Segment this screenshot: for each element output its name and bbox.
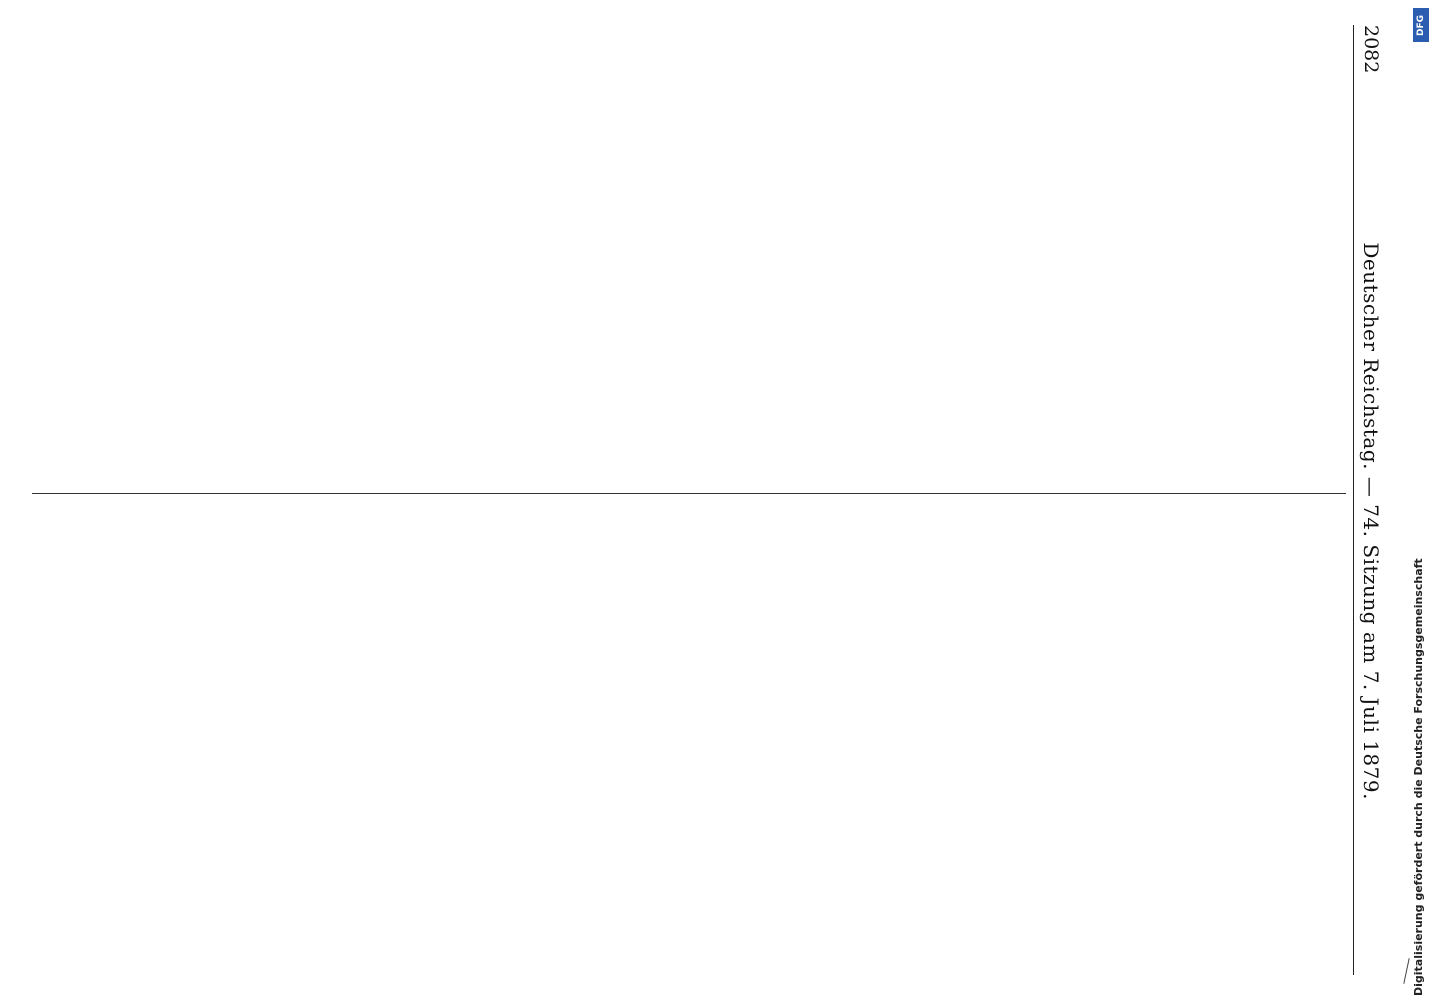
page-number: 2082 — [1360, 25, 1382, 74]
digitization-credit — [1410, 0, 1432, 1000]
text-column-right — [30, 510, 1344, 970]
document-page — [16, 5, 1416, 995]
text-column-left — [30, 23, 1344, 483]
running-header — [1353, 25, 1388, 975]
dfg-logo: DFG — [1413, 8, 1429, 42]
column-divider — [32, 493, 1346, 494]
page-title: Deutscher Reichstag. — 74. Sitzung am 7. Juli 1879. — [1359, 242, 1383, 800]
credit-text: Digitalisierung gefördert durch die Deutsche Forschungsgemeinschaft — [1412, 558, 1425, 996]
